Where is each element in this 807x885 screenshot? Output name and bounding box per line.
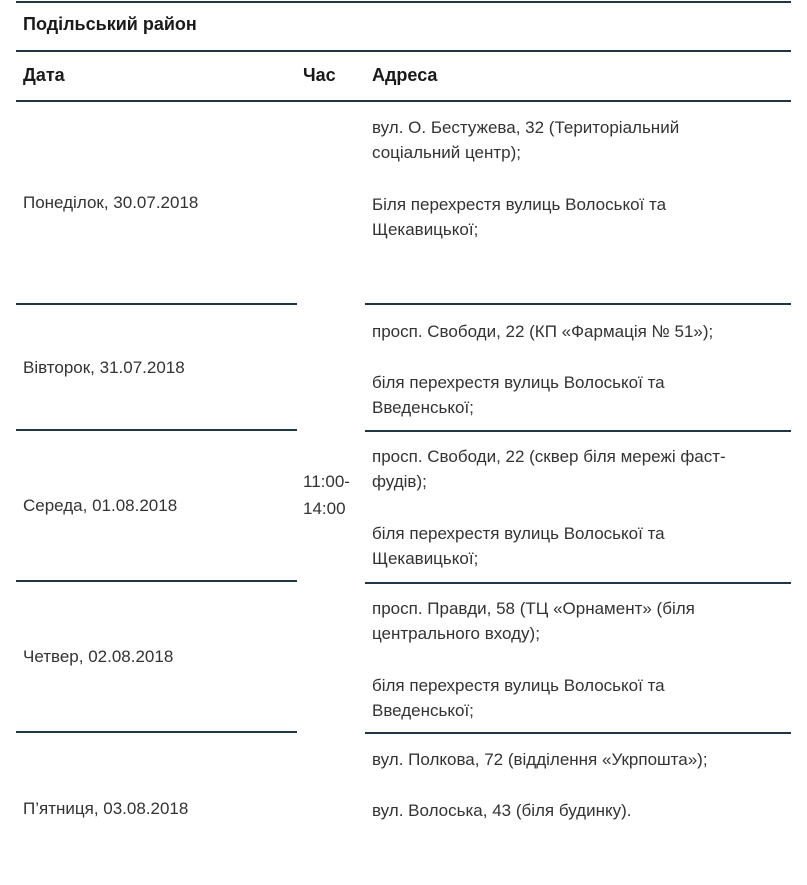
header-rule xyxy=(16,100,791,102)
row-address xyxy=(372,747,772,772)
row-date: Середа, 01.08.2018 xyxy=(23,496,178,515)
district-title: Подільський район xyxy=(23,14,197,34)
address-line: просп. Свободи, 22 (сквер біля мережі фаст- xyxy=(372,447,726,466)
row-address xyxy=(372,596,772,646)
time-cell xyxy=(303,468,363,522)
header-address: Адреса xyxy=(372,65,438,85)
time-start: 11:00- xyxy=(303,472,350,491)
address-line: біля перехрестя вулиць Волоської та xyxy=(372,676,665,695)
address-line: Щекавицької; xyxy=(372,220,479,239)
row-date: П’ятниця, 03.08.2018 xyxy=(23,799,189,818)
row-date: Понеділок, 30.07.2018 xyxy=(23,193,199,212)
address-line: центрального входу); xyxy=(372,624,540,643)
address-line: Введенської; xyxy=(372,398,474,417)
top-rule xyxy=(16,1,791,3)
address-line: фудів); xyxy=(372,472,427,491)
row-address xyxy=(372,673,772,723)
address-line: вул. Волоська, 43 (біля будинку). xyxy=(372,801,632,820)
row-rule-date xyxy=(16,303,297,305)
address-line: соціальний центр); xyxy=(372,143,522,162)
row-address xyxy=(372,115,772,165)
row-rule-address xyxy=(365,732,791,734)
address-line: вул. Полкова, 72 (відділення «Укрпошта»); xyxy=(372,750,708,769)
address-line: біля перехрестя вулиць Волоської та xyxy=(372,524,665,543)
row-rule-address xyxy=(365,303,791,305)
address-line: просп. Правди, 58 (ТЦ «Орнамент» (біля xyxy=(372,599,695,618)
row-rule-date xyxy=(16,731,297,733)
address-line: вул. О. Бестужева, 32 (Територіальний xyxy=(372,118,680,137)
row-rule-address xyxy=(365,582,791,584)
address-line: Введенської; xyxy=(372,701,474,720)
address-line: просп. Свободи, 22 (КП «Фармація № 51»); xyxy=(372,322,714,341)
address-line: Біля перехрестя вулиць Волоської та xyxy=(372,195,667,214)
row-rule-date xyxy=(16,429,297,431)
row-date: Вівторок, 31.07.2018 xyxy=(23,358,185,377)
row-address xyxy=(372,444,772,494)
title-rule xyxy=(16,50,791,52)
time-end: 14:00 xyxy=(303,499,346,518)
address-line: біля перехрестя вулиць Волоської та xyxy=(372,373,665,392)
row-address xyxy=(372,521,772,571)
row-address xyxy=(372,370,772,420)
row-date: Четвер, 02.08.2018 xyxy=(23,647,174,666)
row-address xyxy=(372,798,772,823)
row-rule-address xyxy=(365,430,791,432)
address-line: Щекавицької; xyxy=(372,549,479,568)
header-date: Дата xyxy=(23,65,65,85)
header-time: Час xyxy=(303,65,336,85)
row-rule-date xyxy=(16,580,297,582)
row-address xyxy=(372,192,772,242)
row-address xyxy=(372,319,772,344)
